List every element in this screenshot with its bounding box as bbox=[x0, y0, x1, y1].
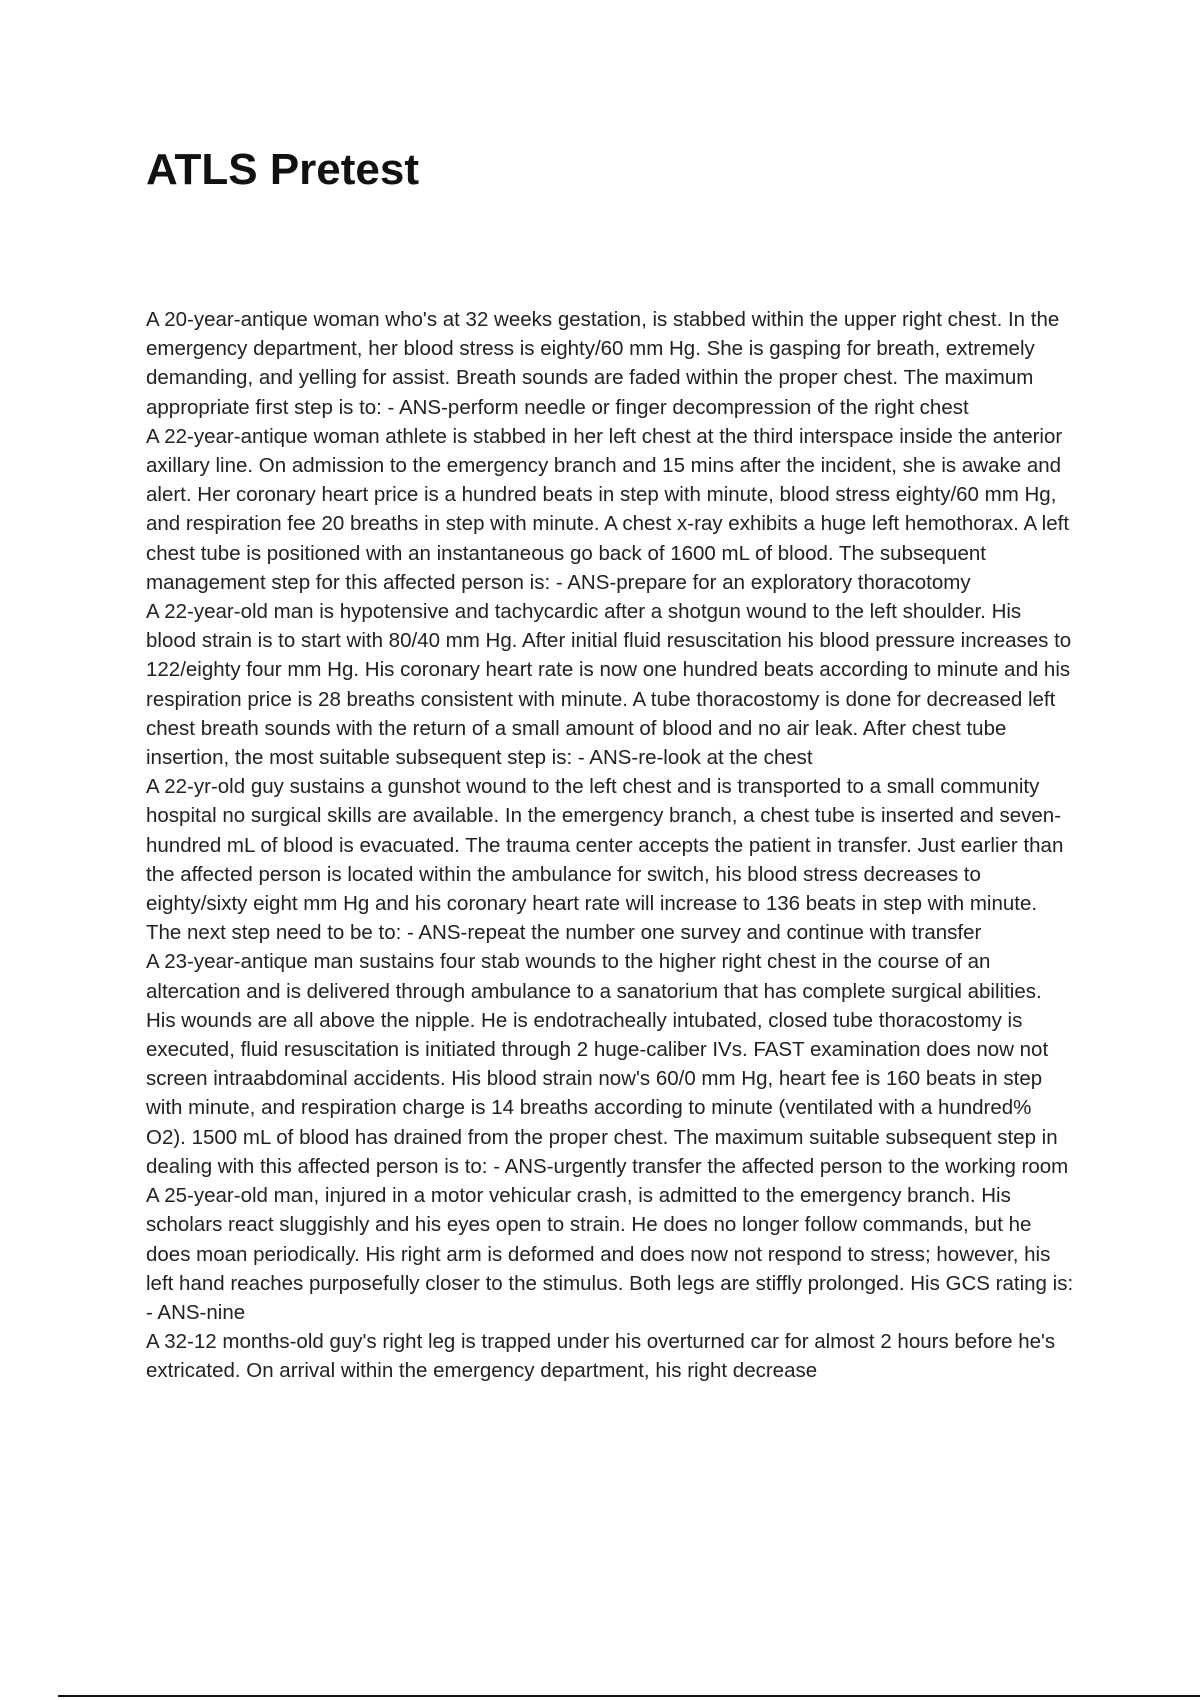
question-list bbox=[146, 305, 1076, 1386]
question-item: A 23-year-antique man sustains four stab wounds to the higher right chest in the course of an altercation and is delivered through ambulance to a sanatorium that has complete surgical abilities. His wounds are all above the nipple. He is endotracheally intubated, closed tube thoracostomy is executed, fluid resuscitation is initiated through 2 huge-caliber IVs. FAST examination does now not screen intraabdominal accidents. His blood strain now's 60/0 mm Hg, heart fee is 160 beats in step with minute, and respiration charge is 14 breaths according to minute (ventilated with a hundred% O2). 1500 mL of blood has drained from the proper chest. The maximum suitable subsequent step in dealing with this affected person is to: - ANS-urgently transfer the affected person to the working room bbox=[146, 950, 1069, 1178]
question-item: A 22-yr-old guy sustains a gunshot wound to the left chest and is transported to a small community hospital no surgical skills are available. In the emergency branch, a chest tube is inserted and seven-hundred mL of blood is evacuated. The trauma center accepts the patient in transfer. Just earlier than the affected person is located within the ambulance for switch, his blood stress decreases to eighty/sixty eight mm Hg and his coronary heart rate will increase to 136 beats in step with minute. The next step need to be to: - ANS-repeat the number one survey and continue with transfer bbox=[146, 775, 1064, 945]
footer-divider bbox=[58, 1695, 1200, 1697]
question-item: A 20-year-antique woman who's at 32 weeks gestation, is stabbed within the upper right chest. In the emergency department, her blood stress is eighty/60 mm Hg. She is gasping for breath, extremely demanding, and yelling for assist. Breath sounds are faded within the proper chest. The maximum appropriate first step is to: - ANS-perform needle or finger decompression of the right chest bbox=[146, 308, 1060, 419]
question-item: A 22-year-old man is hypotensive and tachycardic after a shotgun wound to the left shoulder. His blood strain is to start with 80/40 mm Hg. After initial fluid resuscitation his blood pressure increases to 122/eighty four mm Hg. His coronary heart rate is now one hundred beats according to minute and his respiration price is 28 breaths consistent with minute. A tube thoracostomy is done for decreased left chest breath sounds with the return of a small amount of blood and no air leak. After chest tube insertion, the most suitable subsequent step is: - ANS-re-look at the chest bbox=[146, 600, 1072, 770]
question-item: A 25-year-old man, injured in a motor vehicular crash, is admitted to the emergency branch. His scholars react sluggishly and his eyes open to strain. He does no longer follow commands, but he does moan periodically. His right arm is deformed and does now not respond to stress; however, his left hand reaches purposefully closer to the stimulus. Both legs are stiffly prolonged. His GCS rating is: - ANS-nine bbox=[146, 1184, 1074, 1324]
question-item: A 32-12 months-old guy's right leg is trapped under his overturned car for almost 2 hours before he's extricated. On arrival within the emergency department, his right decrease bbox=[146, 1330, 1056, 1383]
page-title: ATLS Pretest bbox=[146, 145, 420, 194]
question-item: A 22-year-antique woman athlete is stabbed in her left chest at the third interspace inside the anterior axillary line. On admission to the emergency branch and 15 mins after the incident, she is awake and alert. Her coronary heart price is a hundred beats in step with minute, blood stress eighty/60 mm Hg, and respiration fee 20 breaths in step with minute. A chest x-ray exhibits a huge left hemothorax. A left chest tube is positioned with an instantaneous go back of 1600 mL of blood. The subsequent management step for this affected person is: - ANS-prepare for an exploratory thoracotomy bbox=[146, 424, 1070, 594]
